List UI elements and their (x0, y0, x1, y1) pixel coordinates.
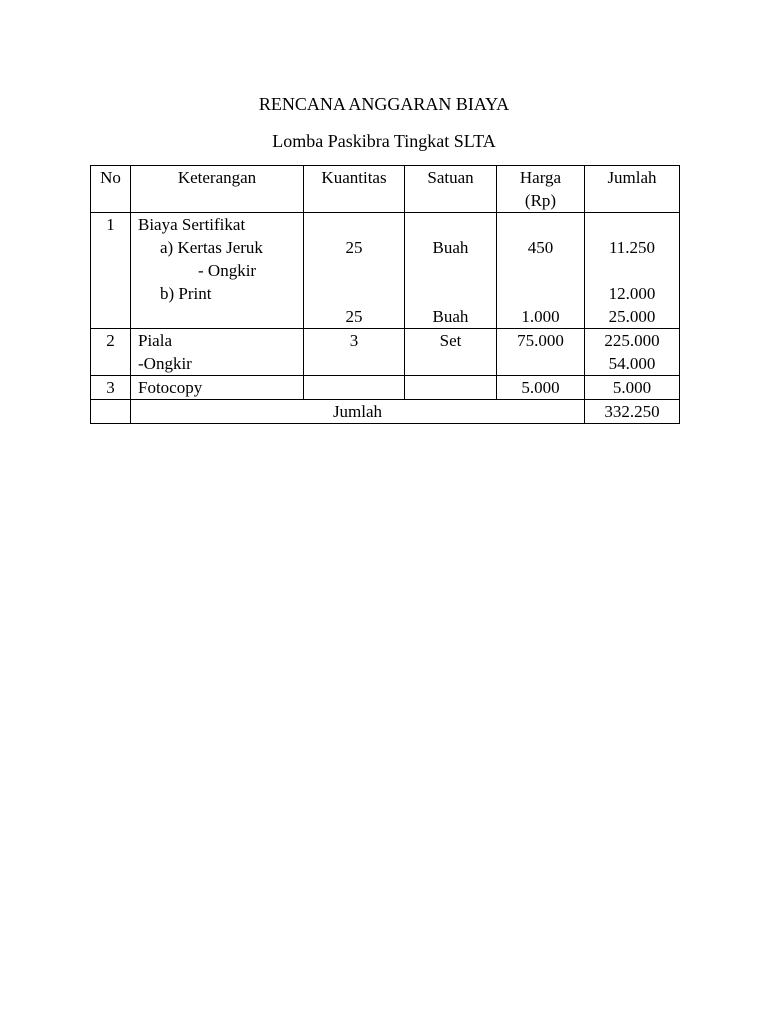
table-row (91, 213, 680, 329)
table-row (91, 376, 680, 400)
item-label: Biaya Sertifikat (138, 215, 246, 234)
cell-jumlah: 225.000 54.000 (585, 329, 680, 376)
cell-jumlah: 5.000 (585, 376, 680, 400)
header-kuantitas: Kuantitas (304, 166, 405, 213)
cell-harga: 75.000 (497, 329, 585, 376)
cell-no: 1 (91, 213, 131, 329)
table-row (91, 329, 680, 376)
document-title: RENCANA ANGGARAN BIAYA (258, 94, 510, 114)
header-jumlah: Jumlah (585, 166, 680, 213)
cell-no: 2 (91, 329, 131, 376)
cell-keterangan: Piala -Ongkir (131, 329, 304, 376)
document-subtitle: Lomba Paskibra Tingkat SLTA (272, 131, 496, 151)
cell-keterangan (131, 213, 304, 329)
cell-kuantitas: 25 25 (304, 213, 405, 329)
header-harga (497, 166, 585, 213)
item-sub-label: - Ongkir (198, 261, 257, 280)
item-sub-label: a) Kertas Jeruk (160, 238, 263, 257)
budget-table (90, 165, 680, 424)
header-harga-line1: Harga (519, 168, 562, 187)
cell-satuan (405, 376, 497, 400)
header-satuan: Satuan (405, 166, 497, 213)
cell-no: 3 (91, 376, 131, 400)
cell-kuantitas (304, 376, 405, 400)
cell-harga: 450 1.000 (497, 213, 585, 329)
item-sub-label: b) Print (160, 284, 212, 303)
header-keterangan: Keterangan (131, 166, 304, 213)
table-header-row (91, 166, 680, 213)
total-value: 332.250 (585, 400, 680, 424)
cell-satuan: Buah Buah (405, 213, 497, 329)
cell-jumlah: 11.250 12.000 25.000 (585, 213, 680, 329)
total-label: Jumlah (131, 400, 585, 424)
table-total-row (91, 400, 680, 424)
cell-kuantitas: 3 (304, 329, 405, 376)
cell-keterangan: Fotocopy (131, 376, 304, 400)
cell-satuan: Set (405, 329, 497, 376)
header-no: No (91, 166, 131, 213)
cell-no (91, 400, 131, 424)
header-harga-line2: (Rp) (524, 191, 557, 210)
cell-harga: 5.000 (497, 376, 585, 400)
